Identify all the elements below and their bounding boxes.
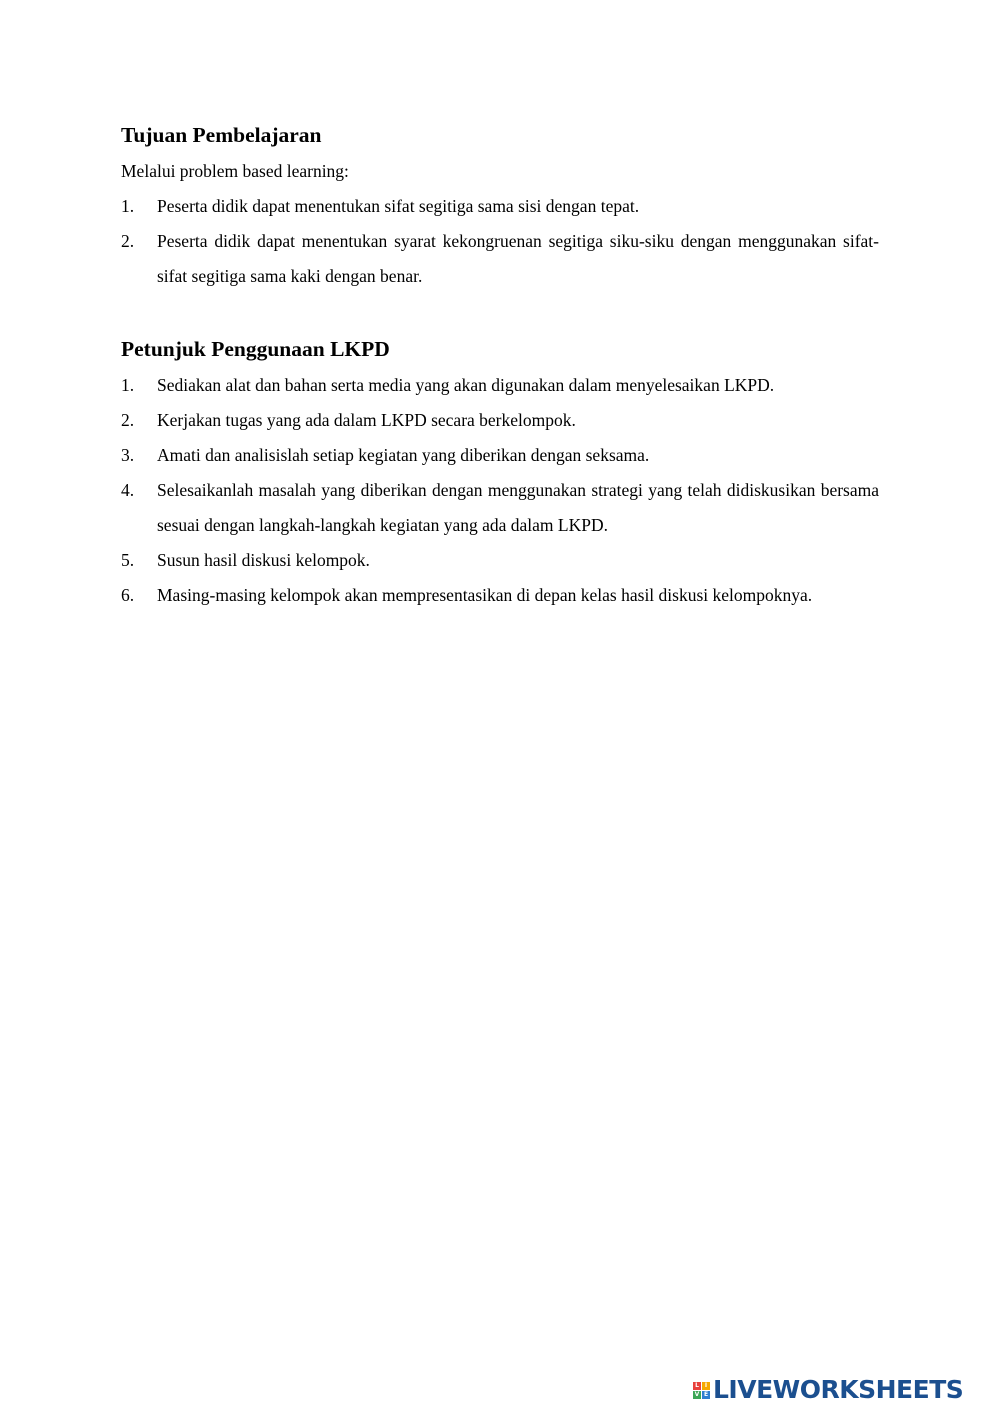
section-title-instructions: Petunjuk Penggunaan LKPD bbox=[121, 337, 390, 361]
list-item bbox=[121, 403, 879, 438]
list-item bbox=[121, 224, 879, 294]
list-item-number: 1. bbox=[121, 375, 135, 395]
list-item-number: 6. bbox=[121, 585, 135, 605]
list-item-text: Peserta didik dapat menentukan syarat kekongruenan segitiga siku-siku dengan menggunakan sifat-sifat segitiga sama kaki dengan benar. bbox=[157, 231, 879, 286]
list-item-text: Selesaikanlah masalah yang diberikan dengan menggunakan strategi yang telah didiskusikan bersama sesuai dengan langkah-langkah kegiatan yang ada dalam LKPD. bbox=[157, 480, 879, 535]
list-item bbox=[121, 543, 879, 578]
liveworksheets-logo bbox=[693, 1375, 963, 1405]
objectives-list bbox=[121, 189, 879, 294]
liveworksheets-mark-icon bbox=[693, 1382, 710, 1399]
list-item-number: 1. bbox=[121, 196, 135, 216]
logo-mark-cell: L bbox=[693, 1382, 701, 1390]
logo-mark-cell: I bbox=[702, 1382, 710, 1390]
learning-objectives-section bbox=[121, 120, 879, 294]
list-item-text: Amati dan analisislah setiap kegiatan yang diberikan dengan seksama. bbox=[157, 445, 650, 465]
list-item-number: 4. bbox=[121, 480, 135, 500]
list-item bbox=[121, 189, 879, 224]
list-item-number: 2. bbox=[121, 410, 135, 430]
list-item-text: Sediakan alat dan bahan serta media yang akan digunakan dalam menyelesaikan LKPD. bbox=[157, 375, 775, 395]
section-title-objectives: Tujuan Pembelajaran bbox=[121, 123, 322, 147]
list-item-number: 2. bbox=[121, 231, 135, 251]
list-item-text: Susun hasil diskusi kelompok. bbox=[157, 550, 370, 570]
list-item bbox=[121, 473, 879, 543]
instructions-list bbox=[121, 368, 879, 613]
objectives-intro: Melalui problem based learning: bbox=[121, 161, 349, 181]
list-item-text: Kerjakan tugas yang ada dalam LKPD secara berkelompok. bbox=[157, 410, 576, 430]
list-item bbox=[121, 578, 879, 613]
logo-mark-cell: V bbox=[694, 1390, 700, 1398]
list-item-text: Masing-masing kelompok akan mempresentasikan di depan kelas hasil diskusi kelompoknya. bbox=[157, 585, 813, 605]
list-item-number: 5. bbox=[121, 550, 135, 570]
logo-text: LIVEWORKSHEETS bbox=[713, 1375, 964, 1404]
list-item-text: Peserta didik dapat menentukan sifat segitiga sama sisi dengan tepat. bbox=[157, 196, 640, 216]
list-item bbox=[121, 438, 879, 473]
list-item-number: 3. bbox=[121, 445, 135, 465]
document-page bbox=[121, 120, 879, 613]
logo-mark-cell: E bbox=[703, 1390, 709, 1398]
list-item bbox=[121, 368, 879, 403]
instructions-section bbox=[121, 334, 879, 613]
